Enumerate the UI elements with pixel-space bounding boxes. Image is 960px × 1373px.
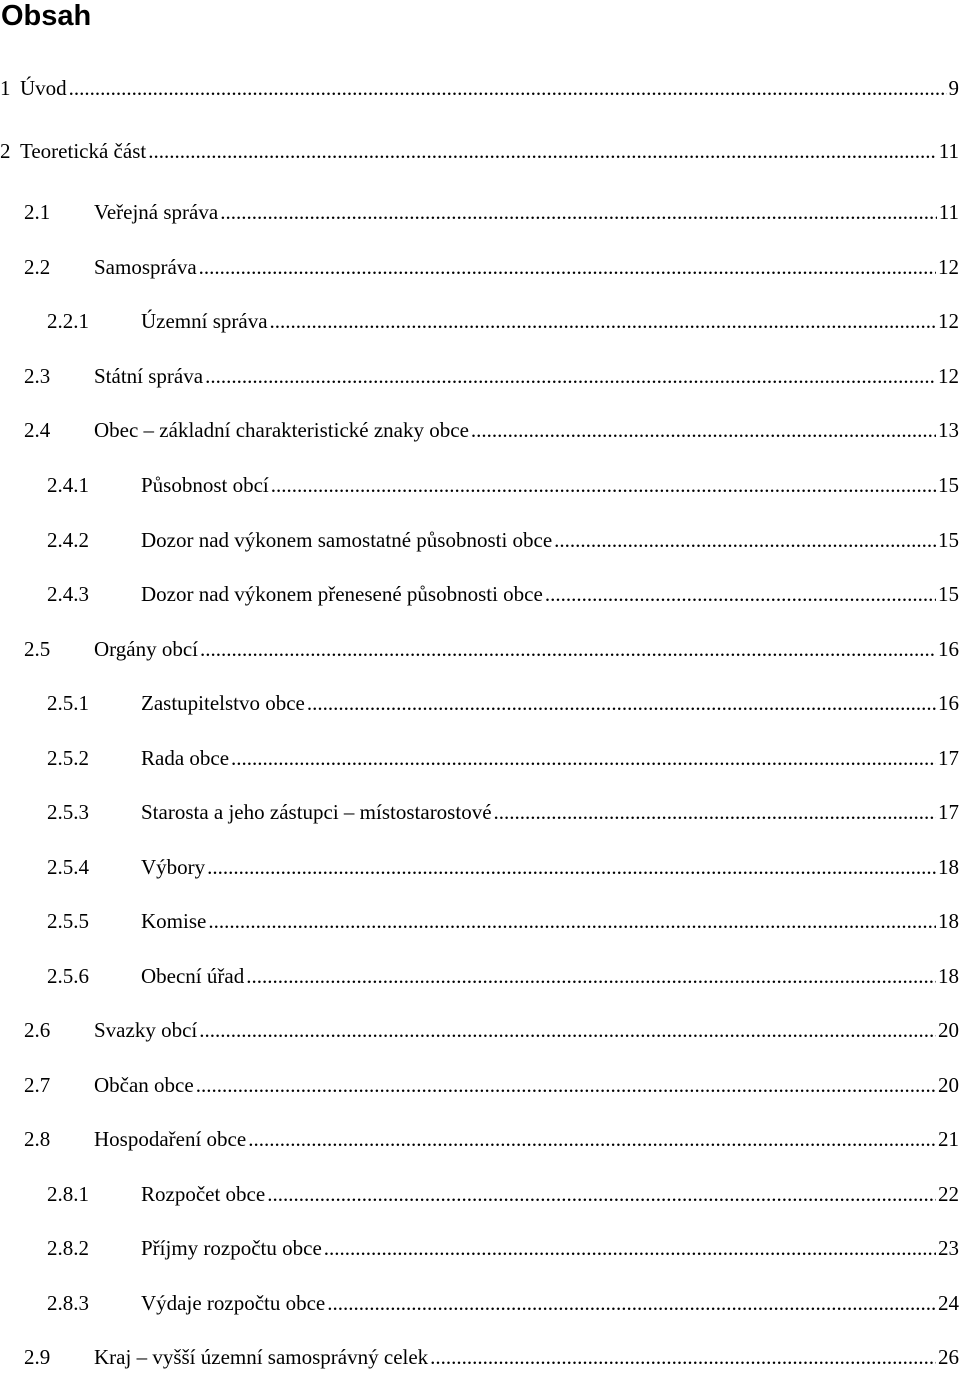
toc-entry-number: 2.4.3 [47, 578, 89, 610]
toc-entry-page: 18 [936, 905, 960, 937]
toc-entry-2-5-1[interactable] [0, 687, 960, 719]
toc-entry-2-7[interactable] [0, 1069, 960, 1101]
toc-entry-page: 26 [936, 1341, 960, 1373]
toc-entry-page: 11 [937, 196, 960, 228]
toc-entry-page: 21 [936, 1123, 960, 1155]
dot-leader [552, 524, 936, 556]
toc-entry-page: 12 [936, 360, 960, 392]
dot-leader [229, 742, 936, 774]
toc-entry-label: Kraj – vyšší územní samosprávný celek [94, 1341, 428, 1373]
toc-entry-2-8-1[interactable] [0, 1178, 960, 1210]
toc-entry-2-6[interactable] [0, 1014, 960, 1046]
toc-entry-label: Svazky obcí [94, 1014, 197, 1046]
toc-entry-number: 2.8.1 [47, 1178, 89, 1210]
toc-entry-label: Obecní úřad [141, 960, 244, 992]
toc-entry-page: 9 [947, 72, 960, 104]
dot-leader [194, 1069, 936, 1101]
toc-entry-2-5-4[interactable] [0, 851, 960, 883]
dot-leader [203, 360, 936, 392]
toc-entry-label: Výbory [141, 851, 205, 883]
toc-entry-number: 2.5.3 [47, 796, 89, 828]
toc-entry-2-2[interactable] [0, 251, 960, 283]
toc-entry-number: 2.3 [24, 360, 50, 392]
dot-leader [325, 1287, 936, 1319]
toc-entry-label: Hospodaření obce [94, 1123, 246, 1155]
toc-entry-number: 2.4 [24, 414, 50, 446]
dot-leader [206, 905, 936, 937]
toc-entry-number: 2.4.1 [47, 469, 89, 501]
dot-leader [218, 196, 937, 228]
toc-entry-page: 12 [936, 251, 960, 283]
toc-entry-2-8-2[interactable] [0, 1232, 960, 1264]
toc-entry-page: 15 [936, 578, 960, 610]
toc-entry-label: Samospráva [94, 251, 197, 283]
toc-entry-label: Úvod [20, 72, 67, 104]
toc-entry-page: 18 [936, 960, 960, 992]
toc-entry-2-5[interactable] [0, 633, 960, 665]
toc-entry-page: 16 [936, 687, 960, 719]
toc-entry-2-8[interactable] [0, 1123, 960, 1155]
toc-entry-2-2-1[interactable] [0, 305, 960, 337]
toc-entry-2-8-3[interactable] [0, 1287, 960, 1319]
toc-entry-number: 2 [0, 135, 11, 167]
toc-entry-label: Obec – základní charakteristické znaky obce [94, 414, 469, 446]
toc-entry-number: 2.5.4 [47, 851, 89, 883]
dot-leader [492, 796, 936, 828]
toc-entry-page: 15 [936, 469, 960, 501]
dot-leader [146, 135, 937, 167]
toc-entry-label: Výdaje rozpočtu obce [141, 1287, 325, 1319]
dot-leader [197, 1014, 936, 1046]
toc-entry-label: Působnost obcí [141, 469, 269, 501]
toc-entry-label: Teoretická část [20, 135, 146, 167]
dot-leader [198, 633, 936, 665]
toc-entry-page: 12 [936, 305, 960, 337]
dot-leader [205, 851, 936, 883]
toc-entry-2[interactable] [0, 135, 960, 167]
toc-entry-number: 2.2.1 [47, 305, 89, 337]
toc-entry-label: Územní správa [141, 305, 268, 337]
toc-entry-label: Orgány obcí [94, 633, 198, 665]
toc-entry-number: 2.5.1 [47, 687, 89, 719]
toc-entry-number: 2.5.5 [47, 905, 89, 937]
toc-entry-2-3[interactable] [0, 360, 960, 392]
toc-entry-page: 23 [936, 1232, 960, 1264]
toc-entry-label: Starosta a jeho zástupci – místostarostové [141, 796, 492, 828]
toc-entry-page: 24 [936, 1287, 960, 1319]
dot-leader [269, 469, 936, 501]
toc-entry-2-9[interactable] [0, 1341, 960, 1373]
toc-entry-page: 20 [936, 1069, 960, 1101]
dot-leader [305, 687, 936, 719]
dot-leader [428, 1341, 936, 1373]
toc-entry-label: Komise [141, 905, 206, 937]
toc-entry-number: 2.5.2 [47, 742, 89, 774]
toc-entry-number: 2.8.3 [47, 1287, 89, 1319]
toc-entry-2-5-2[interactable] [0, 742, 960, 774]
toc-entry-2-1[interactable] [0, 196, 960, 228]
toc-entry-page: 16 [936, 633, 960, 665]
dot-leader [268, 305, 936, 337]
toc-entry-label: Občan obce [94, 1069, 194, 1101]
toc-entry-number: 2.2 [24, 251, 50, 283]
toc-entry-number: 1 [0, 72, 11, 104]
dot-leader [197, 251, 936, 283]
toc-entry-number: 2.7 [24, 1069, 50, 1101]
toc-entry-label: Dozor nad výkonem samostatné působnosti obce [141, 524, 552, 556]
toc-entry-2-4-3[interactable] [0, 578, 960, 610]
toc-entry-label: Rozpočet obce [141, 1178, 265, 1210]
toc-entry-2-4-2[interactable] [0, 524, 960, 556]
toc-entry-page: 17 [936, 742, 960, 774]
toc-entry-page: 11 [937, 135, 960, 167]
dot-leader [543, 578, 936, 610]
page-title: Obsah [1, 0, 91, 34]
toc-entry-number: 2.5 [24, 633, 50, 665]
toc-entry-2-5-5[interactable] [0, 905, 960, 937]
toc-entry-page: 18 [936, 851, 960, 883]
toc-entry-number: 2.5.6 [47, 960, 89, 992]
dot-leader [322, 1232, 936, 1264]
toc-entry-2-4-1[interactable] [0, 469, 960, 501]
toc-entry-number: 2.4.2 [47, 524, 89, 556]
toc-entry-label: Veřejná správa [94, 196, 218, 228]
toc-entry-number: 2.1 [24, 196, 50, 228]
toc-entry-page: 20 [936, 1014, 960, 1046]
toc-entry-1[interactable] [0, 72, 960, 104]
toc-entry-2-4[interactable] [0, 414, 960, 446]
toc-entry-page: 17 [936, 796, 960, 828]
dot-leader [265, 1178, 936, 1210]
dot-leader [246, 1123, 936, 1155]
toc-entry-page: 22 [936, 1178, 960, 1210]
toc-entry-label: Dozor nad výkonem přenesené působnosti obce [141, 578, 543, 610]
toc-entry-label: Zastupitelstvo obce [141, 687, 305, 719]
toc-entry-label: Příjmy rozpočtu obce [141, 1232, 322, 1264]
toc-entry-label: Státní správa [94, 360, 203, 392]
toc-entry-number: 2.9 [24, 1341, 50, 1373]
toc-entry-page: 15 [936, 524, 960, 556]
toc-entry-2-5-6[interactable] [0, 960, 960, 992]
dot-leader [67, 72, 947, 104]
toc-entry-number: 2.6 [24, 1014, 50, 1046]
toc-entry-label: Rada obce [141, 742, 229, 774]
toc-entry-number: 2.8.2 [47, 1232, 89, 1264]
toc-entry-page: 13 [936, 414, 960, 446]
toc-entry-2-5-3[interactable] [0, 796, 960, 828]
toc-entry-number: 2.8 [24, 1123, 50, 1155]
dot-leader [244, 960, 936, 992]
dot-leader [469, 414, 936, 446]
